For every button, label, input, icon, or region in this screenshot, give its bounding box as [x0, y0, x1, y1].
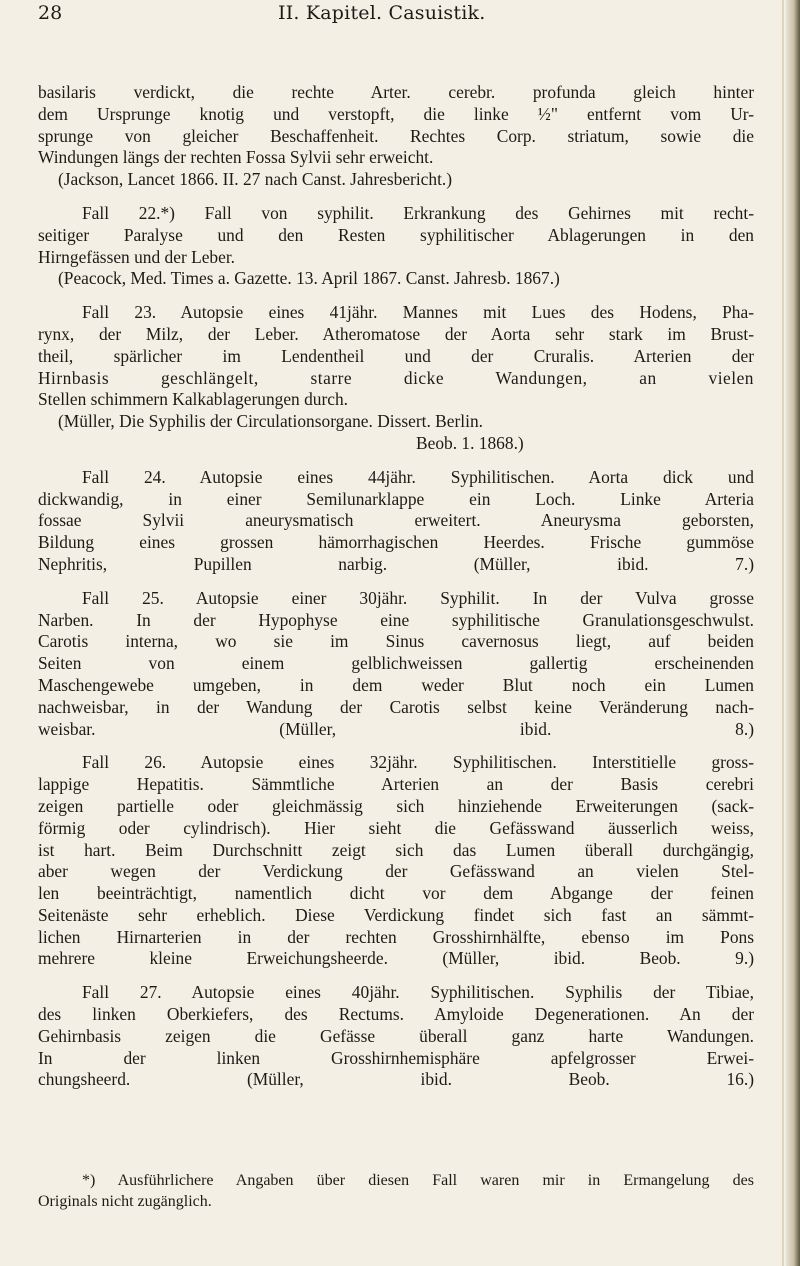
- citation-line: (Peacock, Med. Times a. Gazette. 13. April 1867. Canst. Jahresb. 1867.): [58, 268, 560, 289]
- text-line: dickwandig, in einer Semilunarklappe ein Loch. Linke Arteria: [38, 488, 754, 509]
- text-line: Carotis interna, wo sie im Sinus cavernosus liegt, auf beiden: [38, 631, 754, 652]
- text-line: seitiger Paralyse und den Resten syphilitischer Ablagerungen in den: [38, 224, 754, 245]
- case-26: [38, 752, 754, 970]
- text-line: Fall 25. Autopsie einer 30jähr. Syphilit. In der Vulva grosse: [82, 587, 754, 608]
- text-line: theil, spärlicher im Lendentheil und der Cruralis. Arterien der: [38, 345, 754, 366]
- text-line: Seiten von einem gelblichweissen gallertig erscheinenden: [38, 653, 754, 674]
- text-line: Bildung eines grossen hämorrhagischen Heerdes. Frische gummöse: [38, 532, 754, 553]
- text-line: lichen Hirnarterien in der rechten Grosshirnhälfte, ebenso im Pons: [38, 926, 754, 947]
- text-line: Fall 24. Autopsie eines 44jähr. Syphilitischen. Aorta dick und: [82, 466, 754, 487]
- text-line: Nephritis, Pupillen narbig. (Müller, ibid. 7.): [38, 553, 754, 574]
- text-line: Fall 23. Autopsie eines 41jähr. Mannes mit Lues des Hodens, Pha-: [82, 302, 754, 323]
- text-line: rynx, der Milz, der Leber. Atheromatose der Aorta sehr stark im Brust-: [38, 323, 754, 344]
- case-25: [38, 588, 754, 741]
- text-line: Fall 26. Autopsie eines 32jähr. Syphilitischen. Interstitielle gross-: [82, 752, 754, 773]
- text-line: chungsheerd. (Müller, ibid. Beob. 16.): [38, 1069, 754, 1090]
- running-head: II. Kapitel. Casuistik.: [278, 2, 486, 24]
- text-line: fossae Sylvii aneurysmatisch erweitert. Aneurysma geborsten,: [38, 510, 754, 531]
- text-line: Fall 22.*) Fall von syphilit. Erkrankung des Gehirnes mit recht-: [82, 202, 754, 223]
- body-text: [38, 82, 754, 1103]
- page-edge: [786, 0, 800, 1266]
- footnote: [38, 1170, 754, 1212]
- text-line: nachweisbar, in der Wandung der Carotis selbst keine Veränderung nach-: [38, 696, 754, 717]
- text-line: In der linken Grosshirnhemisphäre apfelgrosser Erwei-: [38, 1047, 754, 1068]
- text-line: Fall 27. Autopsie eines 40jähr. Syphilitischen. Syphilis der Tibiae,: [82, 982, 754, 1003]
- page-header: [38, 2, 758, 32]
- text-line: förmig oder cylindrisch). Hier sieht die Gefässwand äusserlich weiss,: [38, 817, 754, 838]
- text-line: Narben. In der Hypophyse eine syphilitische Granulationsgeschwulst.: [38, 609, 754, 630]
- text-line: Maschengewebe umgeben, in dem weder Blut noch ein Lumen: [38, 674, 754, 695]
- text-line: weisbar. (Müller, ibid. 8.): [38, 718, 754, 739]
- case-27: [38, 982, 754, 1091]
- text-line: des linken Oberkiefers, des Rectums. Amyloide Degenerationen. An der: [38, 1004, 754, 1025]
- text-line: zeigen partielle oder gleichmässig sich hinziehende Erweiterungen (sack-: [38, 795, 754, 816]
- footnote-line: Originals nicht zugänglich.: [38, 1193, 212, 1210]
- case-23: [38, 302, 754, 455]
- text-line: Hirngefässen und der Leber.: [38, 246, 236, 267]
- text-line: Hirnbasis geschlängelt, starre dicke Wandungen, an vielen: [38, 367, 754, 388]
- page-edge-shadow: [782, 0, 784, 1266]
- page-number: 28: [38, 2, 63, 24]
- citation-line: (Jackson, Lancet 1866. II. 27 nach Canst. Jahresbericht.): [58, 169, 453, 190]
- citation-line: (Müller, Die Syphilis der Circulationsorgane. Dissert. Berlin.: [58, 411, 483, 432]
- case-22: [38, 203, 754, 290]
- citation-line: Beob. 1. 1868.): [416, 432, 524, 453]
- text-line: Seitenäste sehr erheblich. Diese Verdickung findet sich fast an sämmt-: [38, 904, 754, 925]
- text-line: Gehirnbasis zeigen die Gefässe überall ganz harte Wandungen.: [38, 1025, 754, 1046]
- text-line: len beeinträchtigt, namentlich dicht vor dem Abgange der feinen: [38, 883, 754, 904]
- footnote-line: *) Ausführlichere Angaben über diesen Fall waren mir in Ermangelung des: [82, 1172, 754, 1189]
- case-continuation: [38, 82, 754, 191]
- text-line: ist hart. Beim Durchschnitt zeigt sich das Lumen überall durchgängig,: [38, 839, 754, 860]
- text-line: aber wegen der Verdickung der Gefässwand an vielen Stel-: [38, 861, 754, 882]
- text-line: Windungen längs der rechten Fossa Sylvii sehr erweicht.: [38, 147, 434, 168]
- text-line: mehrere kleine Erweichungsheerde. (Müller, ibid. Beob. 9.): [38, 948, 754, 969]
- text-line: Stellen schimmern Kalkablagerungen durch.: [38, 389, 349, 410]
- text-line: dem Ursprunge knotig und verstopft, die linke ½" entfernt vom Ur-: [38, 103, 754, 124]
- text-line: sprunge von gleicher Beschaffenheit. Rechtes Corp. striatum, sowie die: [38, 125, 754, 146]
- case-24: [38, 467, 754, 576]
- text-line: lappige Hepatitis. Sämmtliche Arterien an der Basis cerebri: [38, 774, 754, 795]
- text-line: basilaris verdickt, die rechte Arter. cerebr. profunda gleich hinter: [38, 82, 754, 102]
